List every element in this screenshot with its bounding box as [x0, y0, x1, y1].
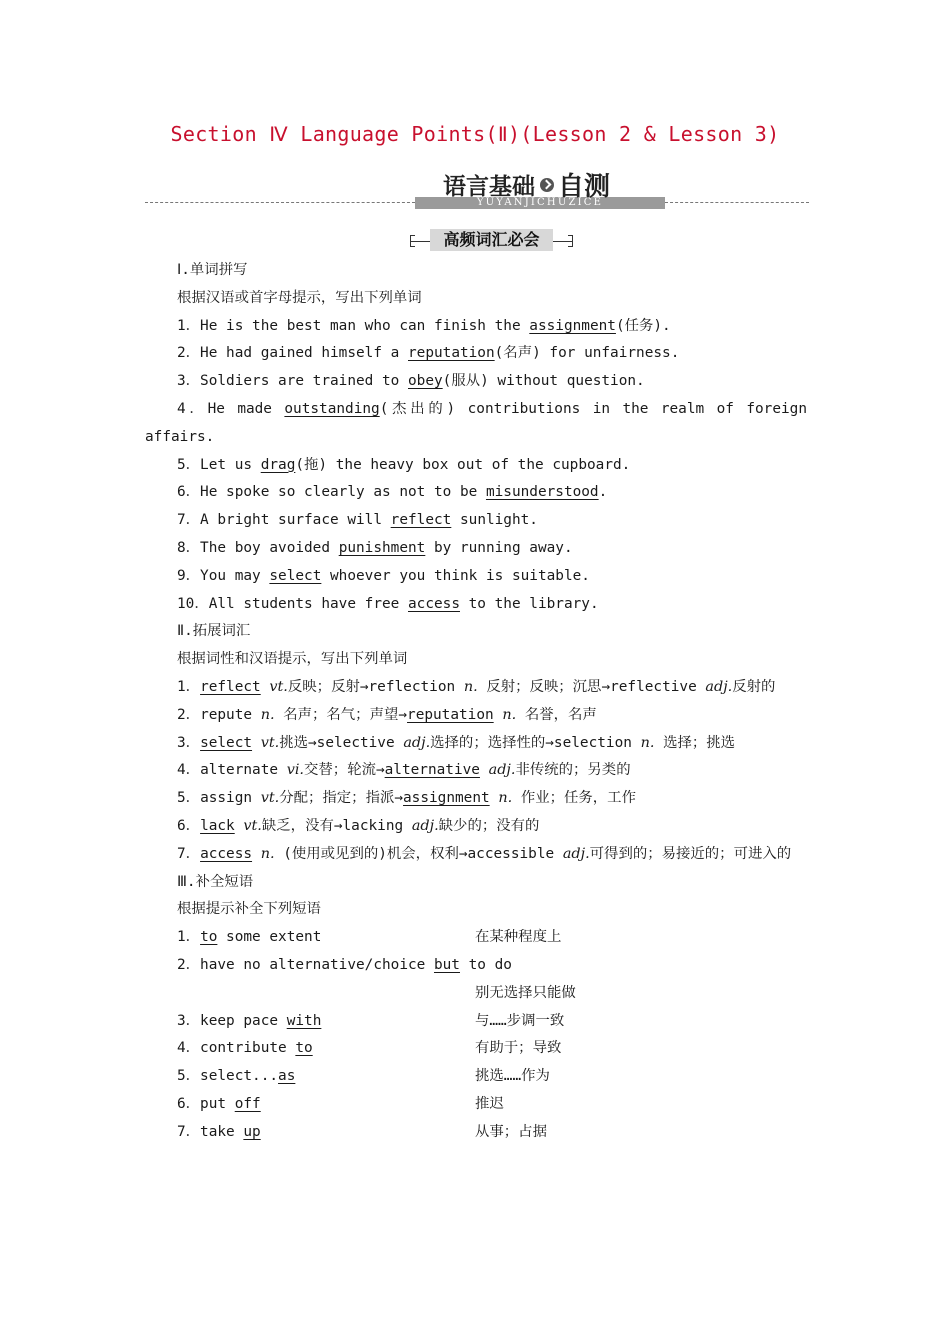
exercise-item: 6．lack vt.缺乏，没有→lacking adj.缺少的；没有的: [177, 817, 540, 834]
answer: access: [200, 845, 253, 862]
phrase-meaning: 从事；占据: [475, 1123, 547, 1140]
exercise-item: 3．Soldiers are trained to obey(服从) without question.: [177, 373, 645, 390]
answer: as: [278, 1068, 296, 1085]
exercise-item: 5．assign vt.分配；指定；指派→assignment n. 作业；任务，工作: [177, 790, 636, 807]
exercise-item: 7．A bright surface will reflect sunlight.: [177, 512, 538, 529]
answer: drag: [260, 456, 296, 473]
banner-dash-right: [665, 202, 809, 203]
subtitle-bracket-right: [568, 235, 573, 247]
exercise-item: 8．The boy avoided punishment by running away.: [177, 539, 573, 556]
banner-pinyin: YUYANJICHUZICE: [476, 197, 604, 208]
answer: assignment: [529, 317, 616, 334]
subtitle-text: 高频词汇必会: [430, 229, 553, 251]
answer: select: [269, 567, 322, 584]
answer: outstanding: [284, 400, 380, 417]
section-banner: [145, 168, 809, 212]
answer: alternative: [384, 762, 480, 779]
phrase-row: 6．put off 推迟: [145, 1091, 807, 1119]
subtitle-line-left: [410, 241, 430, 242]
phrase-row: 5．select...as 挑选……作为: [145, 1063, 807, 1091]
answer: to: [295, 1040, 313, 1057]
section-instruction: 根据提示补全下列短语: [177, 901, 321, 918]
answer: with: [286, 1012, 322, 1029]
phrase-row: 4．contribute to 有助于；导致: [145, 1035, 807, 1063]
banner-title-a: 语言基础: [443, 174, 535, 200]
exercise-item: 3．select vt.挑选→selective adj.选择的；选择性的→selection n. 选择；挑选: [177, 734, 736, 751]
subtitle-tag: [410, 229, 573, 251]
banner-dash-left: [145, 202, 415, 203]
exercise-item: 4．He made outstanding(杰出的) contributions in the realm of foreign affairs.: [145, 400, 807, 445]
exercise-item: 10．All students have free access to the library.: [177, 595, 599, 612]
answer: misunderstood: [485, 484, 599, 501]
exercise-item: 7．access n. (使用或见到的)机会，权利→accessible adj.可得到的；易接近的；可进入的: [177, 845, 792, 862]
exercise-item: 2．repute n. 名声；名气；声望→reputation n. 名誉，名声: [177, 706, 597, 723]
exercise-item: 2．He had gained himself a reputation(名声) for unfairness.: [177, 345, 680, 362]
answer: reflect: [200, 678, 261, 695]
phrase-row: [145, 980, 807, 1008]
answer: up: [243, 1123, 261, 1140]
answer: reputation: [408, 345, 495, 362]
phrase-row: 1．to some extent 在某种程度上: [145, 924, 807, 952]
phrase-meaning: 挑选……作为: [475, 1068, 550, 1085]
phrase-row: 7．take up 从事；占据: [145, 1119, 807, 1147]
section-heading: Ⅰ.单词拼写: [177, 262, 248, 278]
phrase-row: 3．keep pace with 与……步调一致: [145, 1008, 807, 1036]
phrase-meaning: 别无选择只能做: [475, 984, 576, 1001]
page-title: Section Ⅳ Language Points(Ⅱ)(Lesson 2 & Lesson 3): [170, 122, 780, 146]
answer: to: [200, 929, 218, 946]
phrase-meaning: 与……步调一致: [475, 1012, 565, 1029]
phrase-meaning: 有助于；导致: [475, 1040, 562, 1057]
answer: reputation: [407, 706, 494, 723]
answer: punishment: [338, 539, 426, 556]
answer: obey: [408, 373, 443, 390]
exercise-item: 1．reflect vt.反映；反射→reflection n. 反射；反映；沉思→reflective adj.反射的: [177, 678, 776, 695]
exercise-item: 6．He spoke so clearly as not to be misunderstood.: [177, 484, 608, 501]
phrase-row: 2．have no alternative/choice but to do: [177, 956, 512, 973]
phrase-meaning: 推迟: [475, 1095, 504, 1112]
exercise-content: [145, 257, 807, 1147]
answer: assignment: [403, 790, 490, 807]
answer: off: [234, 1095, 261, 1112]
banner-title-b: 自测: [558, 172, 611, 202]
section-instruction: 根据汉语或首字母提示，写出下列单词: [177, 289, 422, 306]
answer: lack: [200, 817, 235, 834]
answer: reflect: [390, 512, 452, 529]
answer: access: [408, 595, 460, 612]
phrase-meaning: 在某种程度上: [475, 929, 562, 946]
exercise-item: 1．He is the best man who can finish the assignment(任务).: [177, 317, 671, 334]
exercise-item: 9．You may select whoever you think is suitable.: [177, 567, 590, 584]
answer: select: [200, 734, 253, 751]
chevron-right-icon: [540, 178, 554, 192]
exercise-item: 4．alternate vi.交替；轮流→alternative adj.非传统的；另类的: [177, 762, 631, 779]
answer: but: [433, 956, 460, 973]
section-heading: Ⅲ.补全短语: [177, 873, 254, 890]
section-heading: Ⅱ.拓展词汇: [177, 623, 251, 640]
banner-title: [443, 166, 610, 203]
section-instruction: 根据词性和汉语提示，写出下列单词: [177, 651, 408, 668]
exercise-item: 5．Let us drag(拖) the heavy box out of the cupboard.: [177, 456, 631, 473]
